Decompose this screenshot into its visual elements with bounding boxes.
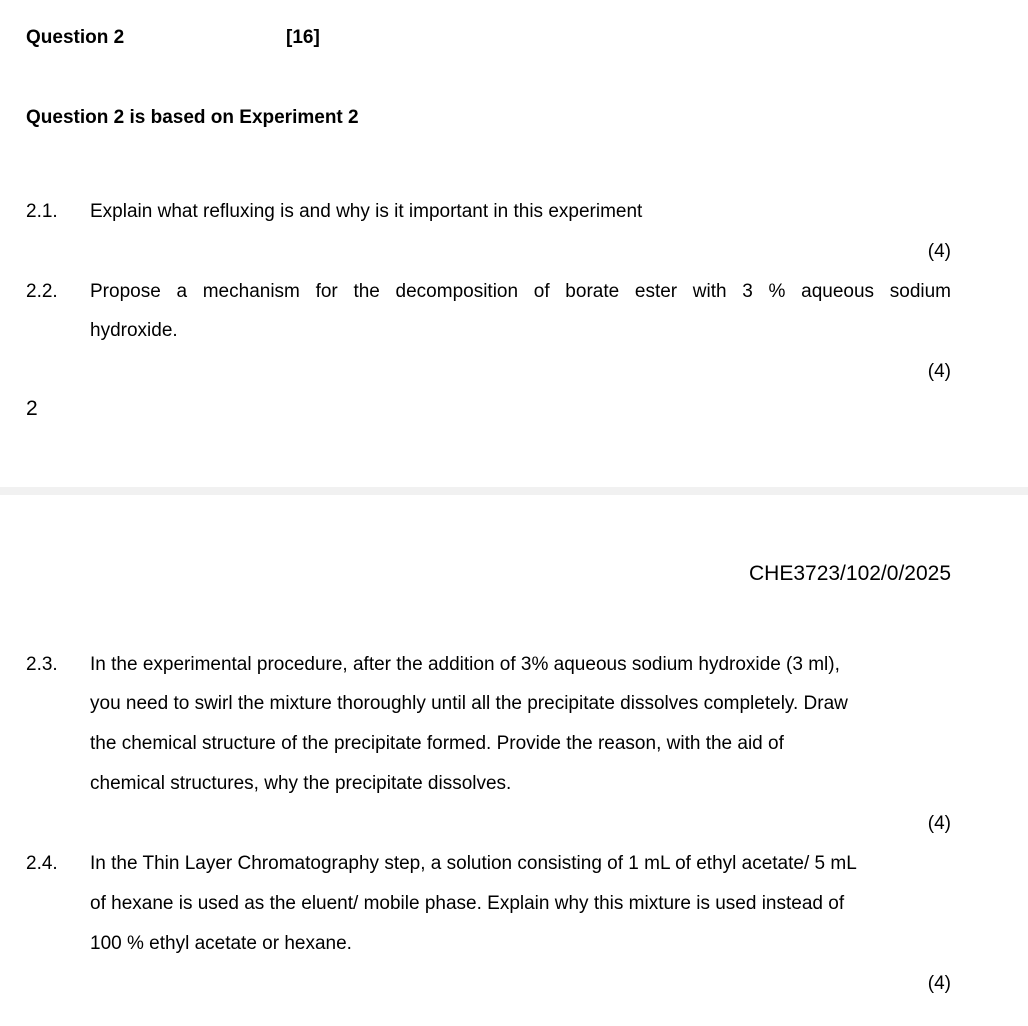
course-code-header: CHE3723/102/0/2025 [749,562,951,585]
question-total-marks: [16] [286,27,320,48]
question-2-3-line-1: In the experimental procedure, after the addition of 3% aqueous sodium hydroxide (3 ml), [90,654,840,675]
question-2-4-marks: (4) [927,973,951,994]
question-2-4-line-3: 100 % ethyl acetate or hexane. [90,933,352,954]
question-2-4-line-2: of hexane is used as the eluent/ mobile phase. Explain why this mixture is used instead of [90,893,845,914]
question-2-1-marks: (4) [927,241,951,262]
page-number: 2 [26,397,38,420]
question-2-2-number: 2.2. [26,281,58,302]
question-2-1-number: 2.1. [26,201,58,222]
question-2-2-marks: (4) [927,361,951,382]
page-break-divider [0,487,1028,495]
question-2-3-line-4: chemical structures, why the precipitate dissolves. [90,773,512,794]
question-2-3-number: 2.3. [26,654,58,675]
question-heading: Question 2 [26,27,125,48]
question-2-3-line-2: you need to swirl the mixture thoroughly until all the precipitate dissolves completely. Draw [90,693,848,714]
question-2-4-line-1: In the Thin Layer Chromatography step, a solution consisting of 1 mL of ethyl acetate/ 5 mL [90,853,857,874]
question-2-3-line-3: the chemical structure of the precipitate formed. Provide the reason, with the aid of [90,733,784,754]
question-2-1-text: Explain what refluxing is and why is it important in this experiment [90,201,643,222]
question-2-4-number: 2.4. [26,853,58,874]
question-2-2-line-2: hydroxide. [90,320,178,341]
question-2-3-marks: (4) [927,813,951,834]
question-2-2-line-1: Propose a mechanism for the decomposition of borate ester with 3 % aqueous sodium [90,281,951,302]
based-on-statement: Question 2 is based on Experiment 2 [26,107,359,128]
